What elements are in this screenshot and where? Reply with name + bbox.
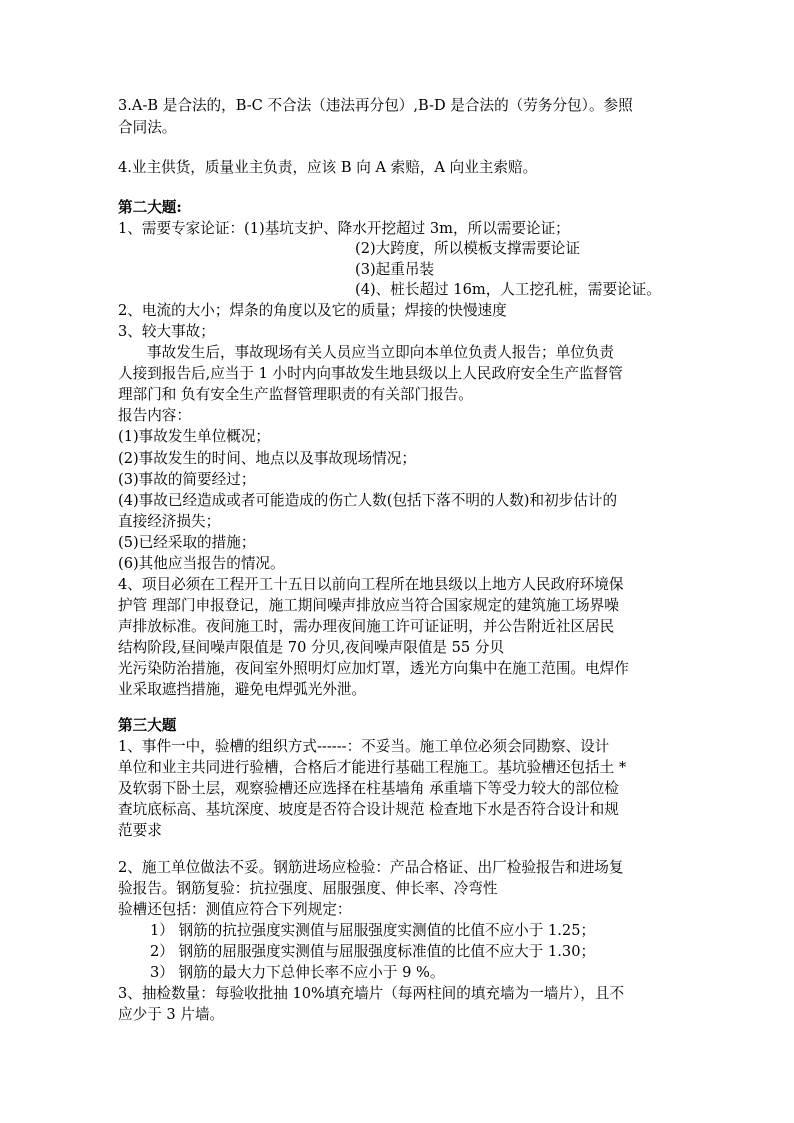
- text-line: 4、项目必须在工程开工十五日以前向工程所在地县级以上地方人民政府环境保: [118, 576, 624, 593]
- text-line: 结构阶段,昼间噪声限值是 70 分贝,夜间噪声限值是 55 分贝: [118, 639, 505, 656]
- list-item: (4)事故已经造成或者可能造成的伤亡人数(包括下落不明的人数)和初步估计的: [118, 492, 618, 509]
- text-line: 2、施工单位做法不妥。钢筋进场应检验：产品合格证、出厂检验报告和进场复: [118, 859, 624, 876]
- list-item: (1)事故发生单位概况；: [118, 428, 271, 445]
- text-line: 3、较大事故；: [118, 323, 215, 340]
- text-line: 事故发生后，事故现场有关人员应当立即向本单位负责人报告；单位负责: [147, 344, 615, 361]
- text-line: 单位和业主共同进行验槽，合格后才能进行基础工程施工。基坑验槽还包括土 *: [118, 759, 627, 776]
- text-line: 光污染防治措施，夜间室外照明灯应加灯罩，透光方向集中在施工范围。电焊作: [118, 660, 629, 677]
- list-item: (2)事故发生的时间、地点以及事故现场情况；: [118, 450, 416, 467]
- text-line: 查坑底标高、基坑深度、坡度是否符合设计规范 检查地下水是否符合设计和规: [118, 801, 619, 818]
- text-line: 声排放标准。夜间施工时，需办理夜间施工许可证证明，并公告附近社区居民: [118, 618, 615, 635]
- list-item: (5)已经采取的措施；: [118, 534, 256, 551]
- text-line: 1、需要专家论证：(1)基坑支护、降水开挖超过 3m，所以需要论证；: [118, 220, 570, 237]
- text-line: 业采取遮挡措施，避免电焊弧光外泄。: [118, 681, 367, 698]
- text-line: 护管 理部门申报登记，施工期间噪声排放应当符合国家规定的建筑施工场界噪: [118, 597, 619, 614]
- text-line: 4.业主供货，质量业主负责，应该 B 向 A 索赔，A 向业主索赔。: [118, 159, 538, 176]
- text-line: 及软弱下卧土层，观察验槽还应选择在柱基墙角 承重墙下等受力较大的部位检: [118, 780, 619, 797]
- section-heading: 第二大题:: [118, 199, 182, 216]
- text-line: 直接经济损失；: [118, 513, 221, 530]
- text-line: 应少于 3 片墙。: [118, 1006, 225, 1023]
- text-line: 人接到报告后,应当于 1 小时内向事故发生地县级以上人民政府安全生产监督管: [118, 365, 623, 382]
- text-line: 合同法。: [118, 119, 177, 136]
- text-line: 验报告。钢筋复验：抗拉强度、屈服强度、伸长率、冷弯性: [118, 880, 498, 897]
- text-line: 理部门和 负有安全生产监督管理职责的有关部门报告。: [118, 386, 473, 403]
- text-line: 1、事件一中，验槽的组织方式------：不妥当。施工单位必须会同勘察、设计: [118, 738, 610, 755]
- text-line: (2)大跨度，所以模板支撑需要论证: [355, 240, 580, 257]
- list-item: 1） 钢筋的抗拉强度实测值与屈服强度实测值的比值不应小于 1.25；: [150, 922, 596, 939]
- text-line: 范要求: [118, 822, 162, 839]
- text-line: 报告内容：: [118, 407, 191, 424]
- text-line: (4)、桩长超过 16m，人工挖孔桩，需要论证。: [355, 281, 661, 298]
- text-line: 3.A-B 是合法的，B-C 不合法（违法再分包）,B-D 是合法的（劳务分包）。参照: [118, 97, 633, 114]
- text-line: 3、抽检数量：每验收批抽 10%填充墙片（每两柱间的填充墙为一墙片），且不: [118, 985, 625, 1002]
- text-line: (3)起重吊装: [355, 261, 435, 278]
- text-line: 验槽还包括：测值应符合下列规定：: [118, 901, 352, 918]
- section-heading: 第三大题: [118, 717, 177, 734]
- list-item: 2） 钢筋的屈服强度实测值与屈服强度标准值的比值不应大于 1.30；: [150, 943, 596, 960]
- list-item: (3)事故的简要经过；: [118, 471, 256, 488]
- list-item: (6)其他应当报告的情况。: [118, 555, 285, 572]
- list-item: 3） 钢筋的最大力下总伸长率不应小于 9 %。: [150, 964, 445, 981]
- text-line: 2、电流的大小；焊条的角度以及它的质量；焊接的快慢速度: [118, 302, 507, 319]
